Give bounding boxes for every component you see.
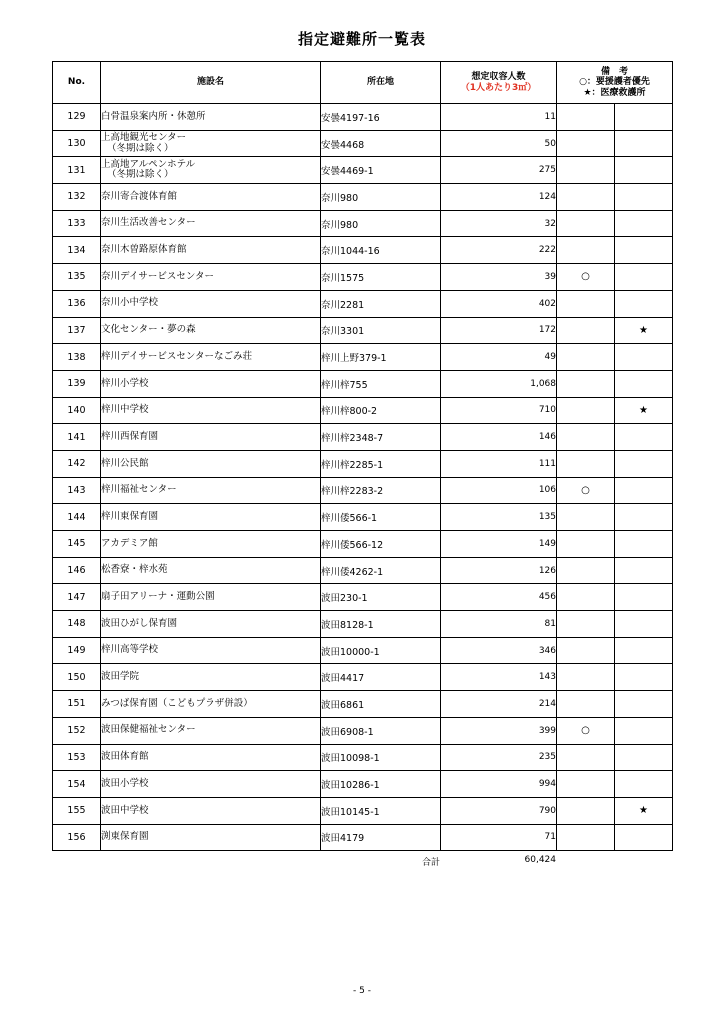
row-number: 156 — [53, 824, 101, 851]
facility-name — [101, 104, 321, 131]
table-row — [53, 130, 673, 157]
facility-name — [101, 210, 321, 237]
priority-mark — [557, 450, 615, 477]
row-number: 138 — [53, 344, 101, 371]
facility-name-text: 奈川デイサービスセンター — [101, 270, 214, 282]
table-row — [53, 557, 673, 584]
facility-name-text: 奈川木曽路原体育館 — [101, 244, 187, 256]
facility-address: 梓川梓2283-2 — [321, 477, 441, 504]
facility-name-note: （冬期は除く） — [107, 142, 174, 154]
facility-name — [101, 237, 321, 264]
header-remarks-medical: ★：医療救護所 — [583, 87, 646, 98]
facility-name — [101, 531, 321, 558]
facility-address: 奈川3301 — [321, 317, 441, 344]
facility-address: 波田10098-1 — [321, 744, 441, 771]
facility-capacity: 124 — [441, 184, 557, 211]
priority-mark — [557, 797, 615, 824]
medical-mark — [615, 744, 673, 771]
row-number: 145 — [53, 531, 101, 558]
page-number: - 5 - — [353, 986, 371, 996]
row-number: 134 — [53, 237, 101, 264]
facility-name-text: 白骨温泉案内所・休憩所 — [101, 110, 206, 122]
facility-name-text: 波田中学校 — [101, 804, 149, 816]
table-row — [53, 717, 673, 744]
facility-address: 波田230-1 — [321, 584, 441, 611]
facility-address: 波田4179 — [321, 824, 441, 851]
facility-address: 梓川上野379-1 — [321, 344, 441, 371]
row-number: 139 — [53, 370, 101, 397]
facility-capacity: 149 — [441, 531, 557, 558]
facility-name-text: 梓川中学校 — [101, 404, 149, 416]
table-row — [53, 531, 673, 558]
medical-mark — [615, 184, 673, 211]
facility-address: 梓川倭4262-1 — [321, 557, 441, 584]
table-row — [53, 157, 673, 184]
facility-address: 奈川2281 — [321, 290, 441, 317]
facility-address: 波田10145-1 — [321, 797, 441, 824]
priority-mark — [557, 370, 615, 397]
row-number: 136 — [53, 290, 101, 317]
facility-capacity: 346 — [441, 637, 557, 664]
medical-mark — [615, 664, 673, 691]
medical-mark — [615, 237, 673, 264]
priority-mark — [557, 184, 615, 211]
priority-mark — [557, 397, 615, 424]
row-number: 149 — [53, 637, 101, 664]
facility-address: 波田10286-1 — [321, 771, 441, 798]
priority-mark: ○ — [557, 717, 615, 744]
facility-name-text: 文化センター・夢の森 — [101, 324, 196, 336]
row-number: 135 — [53, 264, 101, 291]
facility-name-text: 奈川生活改善センター — [101, 217, 196, 229]
shelter-table — [52, 61, 673, 851]
row-number: 129 — [53, 104, 101, 131]
priority-mark — [557, 157, 615, 184]
facility-address: 梓川倭566-12 — [321, 531, 441, 558]
facility-name — [101, 691, 321, 718]
priority-mark — [557, 531, 615, 558]
table-row — [53, 104, 673, 131]
facility-name — [101, 477, 321, 504]
row-number: 137 — [53, 317, 101, 344]
facility-name — [101, 744, 321, 771]
facility-capacity: 790 — [441, 797, 557, 824]
medical-mark — [615, 450, 673, 477]
table-row — [53, 504, 673, 531]
facility-name-note: （冬期は除く） — [107, 169, 174, 181]
facility-capacity: 106 — [441, 477, 557, 504]
table-row — [53, 797, 673, 824]
facility-name-text: 奈川小中学校 — [101, 297, 159, 309]
header-remarks — [557, 62, 673, 104]
facility-name — [101, 717, 321, 744]
facility-name-text: みつば保育園（こどもプラザ併設） — [101, 697, 253, 709]
facility-capacity: 111 — [441, 450, 557, 477]
priority-mark — [557, 557, 615, 584]
facility-name-text: 渕東保育園 — [101, 831, 149, 843]
facility-name-text: 波田ひがし保育園 — [101, 617, 178, 629]
table-row — [53, 424, 673, 451]
row-number: 151 — [53, 691, 101, 718]
facility-capacity: 994 — [441, 771, 557, 798]
row-number: 144 — [53, 504, 101, 531]
facility-capacity: 172 — [441, 317, 557, 344]
table-row — [53, 184, 673, 211]
medical-mark — [615, 210, 673, 237]
facility-address: 梓川梓2348-7 — [321, 424, 441, 451]
row-number: 155 — [53, 797, 101, 824]
medical-mark — [615, 477, 673, 504]
facility-capacity: 710 — [441, 397, 557, 424]
medical-mark — [615, 157, 673, 184]
row-number: 130 — [53, 130, 101, 157]
row-number: 140 — [53, 397, 101, 424]
facility-name — [101, 797, 321, 824]
table-row — [53, 290, 673, 317]
facility-address: 安曇4469-1 — [321, 157, 441, 184]
medical-mark — [615, 611, 673, 638]
medical-mark — [615, 717, 673, 744]
facility-name — [101, 317, 321, 344]
facility-address: 梓川梓2285-1 — [321, 450, 441, 477]
table-row — [53, 264, 673, 291]
facility-capacity: 1,068 — [441, 370, 557, 397]
medical-mark — [615, 130, 673, 157]
header-remarks-label: 備 考 — [601, 66, 629, 77]
priority-mark — [557, 637, 615, 664]
row-number: 152 — [53, 717, 101, 744]
facility-capacity: 71 — [441, 824, 557, 851]
facility-capacity: 11 — [441, 104, 557, 131]
facility-name-text: 上高地アルペンホテル — [101, 158, 196, 170]
facility-name-text: 梓川福祉センター — [101, 484, 177, 496]
priority-mark — [557, 290, 615, 317]
facility-name — [101, 664, 321, 691]
facility-name-text: 梓川公民館 — [101, 457, 149, 469]
medical-mark: ★ — [615, 397, 673, 424]
medical-mark — [615, 504, 673, 531]
table-row — [53, 664, 673, 691]
facility-name-text: 梓川西保育園 — [101, 430, 159, 442]
facility-name-text: 扇子田アリーナ・運動公園 — [101, 591, 215, 602]
medical-mark: ★ — [615, 797, 673, 824]
facility-capacity: 81 — [441, 611, 557, 638]
facility-name-text: 波田学院 — [101, 671, 140, 683]
table-row — [53, 397, 673, 424]
table-row — [53, 744, 673, 771]
medical-mark — [615, 824, 673, 851]
facility-name — [101, 824, 321, 851]
priority-mark — [557, 344, 615, 371]
row-number: 141 — [53, 424, 101, 451]
facility-name-text: 梓川東保育園 — [101, 510, 159, 522]
priority-mark — [557, 611, 615, 638]
medical-mark: ★ — [615, 317, 673, 344]
priority-mark: ○ — [557, 477, 615, 504]
row-number: 147 — [53, 584, 101, 611]
priority-mark — [557, 237, 615, 264]
facility-capacity: 135 — [441, 504, 557, 531]
medical-mark — [615, 344, 673, 371]
header-remarks-priority: ○：要援護者優先 — [579, 77, 650, 88]
medical-mark — [615, 557, 673, 584]
facility-name-text: 上高地観光センター — [101, 132, 187, 144]
facility-name — [101, 130, 321, 157]
facility-name-text: 波田保健福祉センター — [101, 724, 196, 736]
facility-capacity: 399 — [441, 717, 557, 744]
facility-name-text: アカデミア館 — [101, 537, 158, 549]
row-number: 148 — [53, 611, 101, 638]
row-number: 154 — [53, 771, 101, 798]
row-number: 146 — [53, 557, 101, 584]
facility-address: 波田4417 — [321, 664, 441, 691]
facility-capacity: 402 — [441, 290, 557, 317]
table-row — [53, 637, 673, 664]
table-row — [53, 477, 673, 504]
facility-address: 奈川1044-16 — [321, 237, 441, 264]
row-number: 143 — [53, 477, 101, 504]
facility-capacity: 275 — [441, 157, 557, 184]
facility-capacity: 146 — [441, 424, 557, 451]
header-address: 所在地 — [321, 62, 441, 104]
row-number: 150 — [53, 664, 101, 691]
facility-name-text: 松香寮・梓水苑 — [101, 564, 168, 576]
table-row — [53, 824, 673, 851]
priority-mark — [557, 504, 615, 531]
header-capacity-note: （1人あたり3㎡） — [460, 82, 537, 93]
table-row — [53, 691, 673, 718]
table-header-row — [53, 62, 673, 104]
medical-mark — [615, 584, 673, 611]
facility-name-text: 梓川デイサービスセンターなごみ荘 — [101, 350, 252, 362]
priority-mark — [557, 210, 615, 237]
header-no: No. — [53, 62, 101, 104]
facility-capacity: 143 — [441, 664, 557, 691]
priority-mark — [557, 104, 615, 131]
facility-capacity: 32 — [441, 210, 557, 237]
facility-name — [101, 424, 321, 451]
facility-name — [101, 557, 321, 584]
facility-capacity: 222 — [441, 237, 557, 264]
facility-capacity: 235 — [441, 744, 557, 771]
facility-name — [101, 264, 321, 291]
total-label: 合計 — [422, 858, 441, 868]
facility-name — [101, 184, 321, 211]
facility-address: 波田6861 — [321, 691, 441, 718]
medical-mark — [615, 691, 673, 718]
row-number: 153 — [53, 744, 101, 771]
facility-name — [101, 370, 321, 397]
priority-mark — [557, 584, 615, 611]
facility-name-text: 梓川高等学校 — [101, 644, 159, 656]
row-number: 142 — [53, 450, 101, 477]
facility-capacity: 49 — [441, 344, 557, 371]
table-row — [53, 344, 673, 371]
facility-address: 梓川梓800-2 — [321, 397, 441, 424]
table-row — [53, 771, 673, 798]
priority-mark — [557, 824, 615, 851]
table-row — [53, 450, 673, 477]
facility-name — [101, 344, 321, 371]
table-row — [53, 210, 673, 237]
medical-mark — [615, 290, 673, 317]
row-number: 132 — [53, 184, 101, 211]
facility-address: 奈川980 — [321, 210, 441, 237]
facility-name — [101, 584, 321, 611]
facility-address: 奈川980 — [321, 184, 441, 211]
row-number: 131 — [53, 157, 101, 184]
facility-address: 波田6908-1 — [321, 717, 441, 744]
facility-capacity: 50 — [441, 130, 557, 157]
facility-name-text: 波田体育館 — [101, 751, 149, 763]
priority-mark — [557, 130, 615, 157]
table-row — [53, 611, 673, 638]
medical-mark — [615, 424, 673, 451]
header-facility-name: 施設名 — [101, 62, 321, 104]
facility-address: 波田8128-1 — [321, 611, 441, 638]
facility-name — [101, 504, 321, 531]
facility-name — [101, 157, 321, 184]
facility-name — [101, 771, 321, 798]
header-capacity-label: 想定収容人数 — [471, 72, 526, 83]
row-number: 133 — [53, 210, 101, 237]
facility-name — [101, 290, 321, 317]
facility-capacity: 39 — [441, 264, 557, 291]
facility-address: 安曇4197-16 — [321, 104, 441, 131]
priority-mark: ○ — [557, 264, 615, 291]
facility-name-text: 波田小学校 — [101, 777, 149, 789]
priority-mark — [557, 317, 615, 344]
medical-mark — [615, 531, 673, 558]
priority-mark — [557, 771, 615, 798]
facility-address: 安曇4468 — [321, 130, 441, 157]
facility-capacity: 214 — [441, 691, 557, 718]
priority-mark — [557, 664, 615, 691]
table-row — [53, 317, 673, 344]
facility-address: 梓川倭566-1 — [321, 504, 441, 531]
medical-mark — [615, 637, 673, 664]
priority-mark — [557, 691, 615, 718]
facility-name — [101, 397, 321, 424]
medical-mark — [615, 771, 673, 798]
table-row — [53, 237, 673, 264]
priority-mark — [557, 744, 615, 771]
facility-name-text: 梓川小学校 — [101, 377, 149, 389]
facility-address: 波田10000-1 — [321, 637, 441, 664]
facility-address: 奈川1575 — [321, 264, 441, 291]
facility-capacity: 456 — [441, 584, 557, 611]
facility-name-text: 奈川寄合渡体育館 — [101, 190, 178, 202]
header-capacity — [441, 62, 557, 104]
facility-capacity: 126 — [441, 557, 557, 584]
table-row — [53, 370, 673, 397]
page-title: 指定避難所一覧表 — [297, 30, 426, 48]
table-row — [53, 584, 673, 611]
total-value: 60,424 — [524, 855, 556, 865]
facility-name — [101, 450, 321, 477]
priority-mark — [557, 424, 615, 451]
table-body — [53, 104, 673, 851]
facility-name — [101, 637, 321, 664]
medical-mark — [615, 370, 673, 397]
facility-address: 梓川梓755 — [321, 370, 441, 397]
medical-mark — [615, 104, 673, 131]
facility-name — [101, 611, 321, 638]
medical-mark — [615, 264, 673, 291]
